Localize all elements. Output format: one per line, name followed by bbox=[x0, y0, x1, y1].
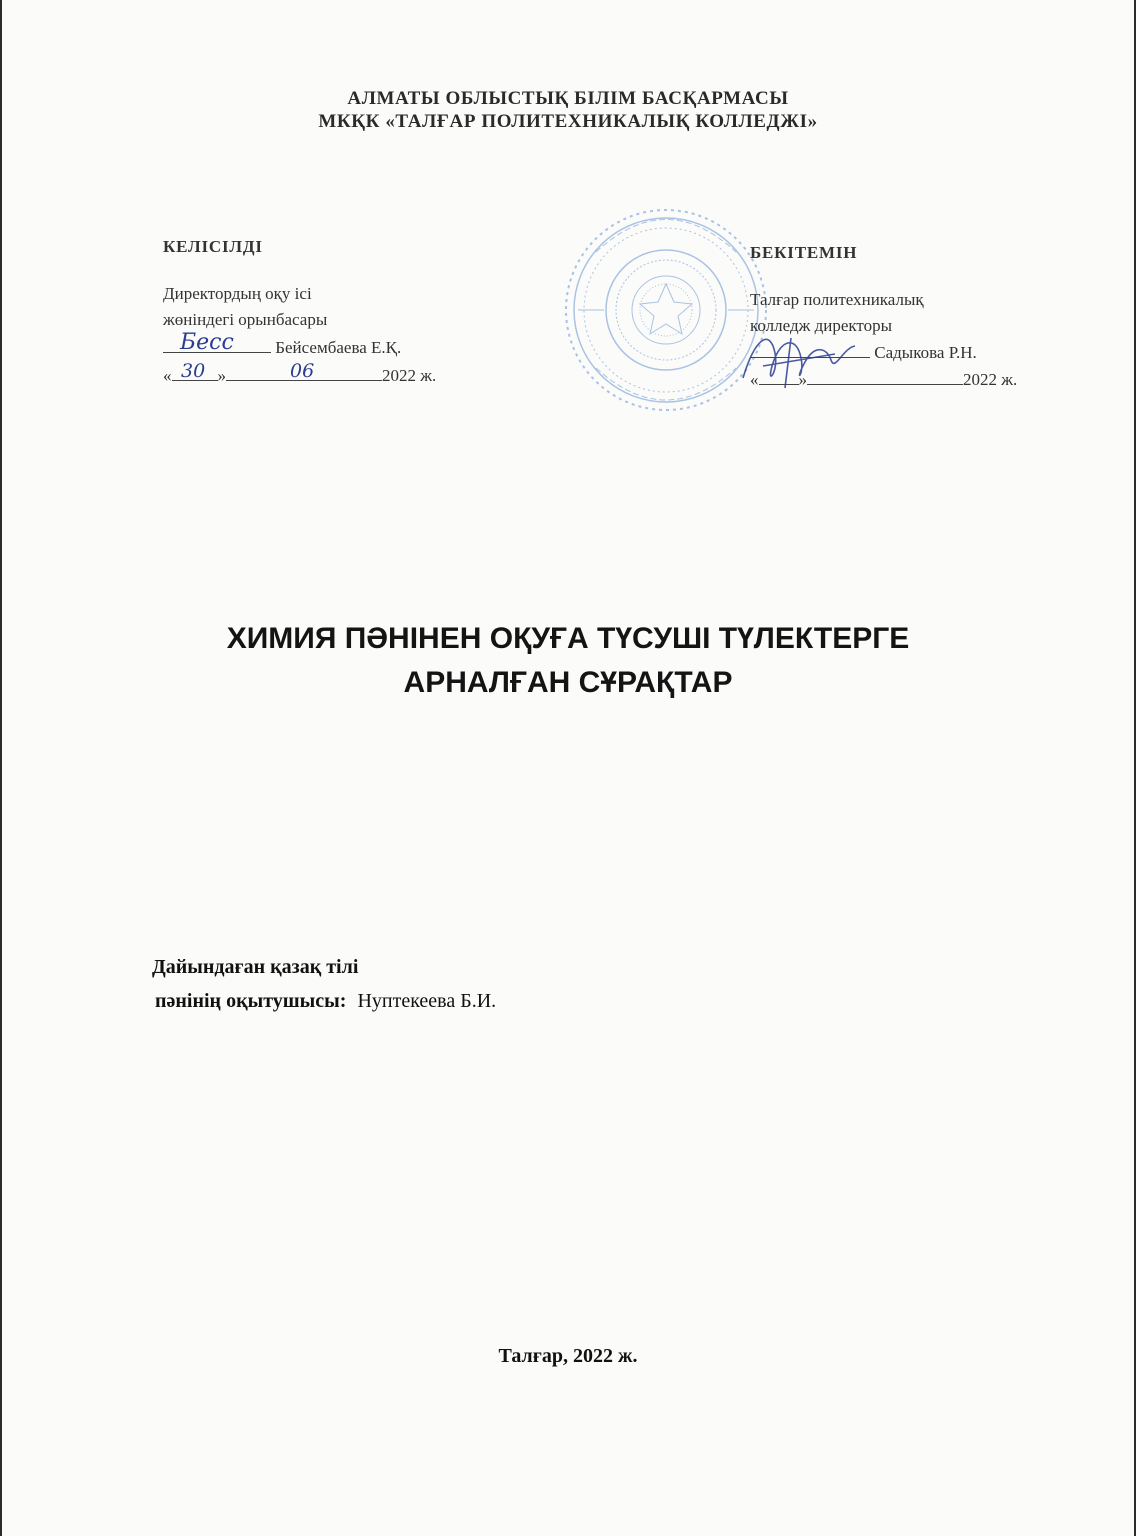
document-title-line2: АРНАЛҒАН СҰРАҚТАР bbox=[403, 666, 733, 699]
approved-name: Садыкова Р.Н. bbox=[874, 343, 977, 362]
agreed-position-line2: жөніндегі орынбасары bbox=[163, 310, 328, 329]
agreed-label: КЕЛІСІЛДІ bbox=[163, 237, 263, 256]
approved-position-line1: Талғар политехникалық bbox=[750, 290, 924, 309]
prepared-by-line1: Дайындаған қазақ тілі bbox=[152, 956, 359, 978]
approved-handwritten-signature bbox=[735, 318, 875, 398]
agreed-handwritten-signature: Бесс bbox=[180, 330, 234, 355]
agreed-position-line1: Директордың оқу ісі bbox=[163, 284, 312, 303]
quote-close: » bbox=[217, 366, 226, 385]
scan-left-edge bbox=[0, 0, 2, 1536]
quote-open: « bbox=[163, 366, 172, 385]
approved-label: БЕКІТЕМІН bbox=[750, 243, 858, 262]
agreed-month: 06 bbox=[290, 360, 315, 382]
agreed-name: Бейсембаева Е.Қ. bbox=[275, 338, 402, 357]
header-organization: АЛМАТЫ ОБЛЫСТЫҚ БІЛІМ БАСҚАРМАСЫ bbox=[347, 88, 789, 109]
place-and-year: Талғар, 2022 ж. bbox=[498, 1345, 638, 1367]
teacher-name: Нуптекеева Б.И. bbox=[357, 990, 497, 1012]
prepared-by-label: пәнінің оқытушысы: bbox=[155, 990, 347, 1012]
approved-position-line2: колледж директоры bbox=[750, 316, 893, 335]
header-college: МКҚК «ТАЛҒАР ПОЛИТЕХНИКАЛЫҚ КОЛЛЕДЖІ» bbox=[318, 111, 818, 132]
agreed-year: 2022 ж. bbox=[382, 366, 437, 385]
agreed-day: 30 bbox=[181, 360, 206, 382]
quote-close: » bbox=[798, 370, 807, 389]
quote-open: « bbox=[750, 370, 759, 389]
document-title-line1: ХИМИЯ ПӘНІНЕН ОҚУҒА ТҮСУШІ ТҮЛЕКТЕРГЕ bbox=[226, 622, 910, 655]
prepared-by-line2 bbox=[155, 990, 496, 1013]
approved-year: 2022 ж. bbox=[963, 370, 1018, 389]
